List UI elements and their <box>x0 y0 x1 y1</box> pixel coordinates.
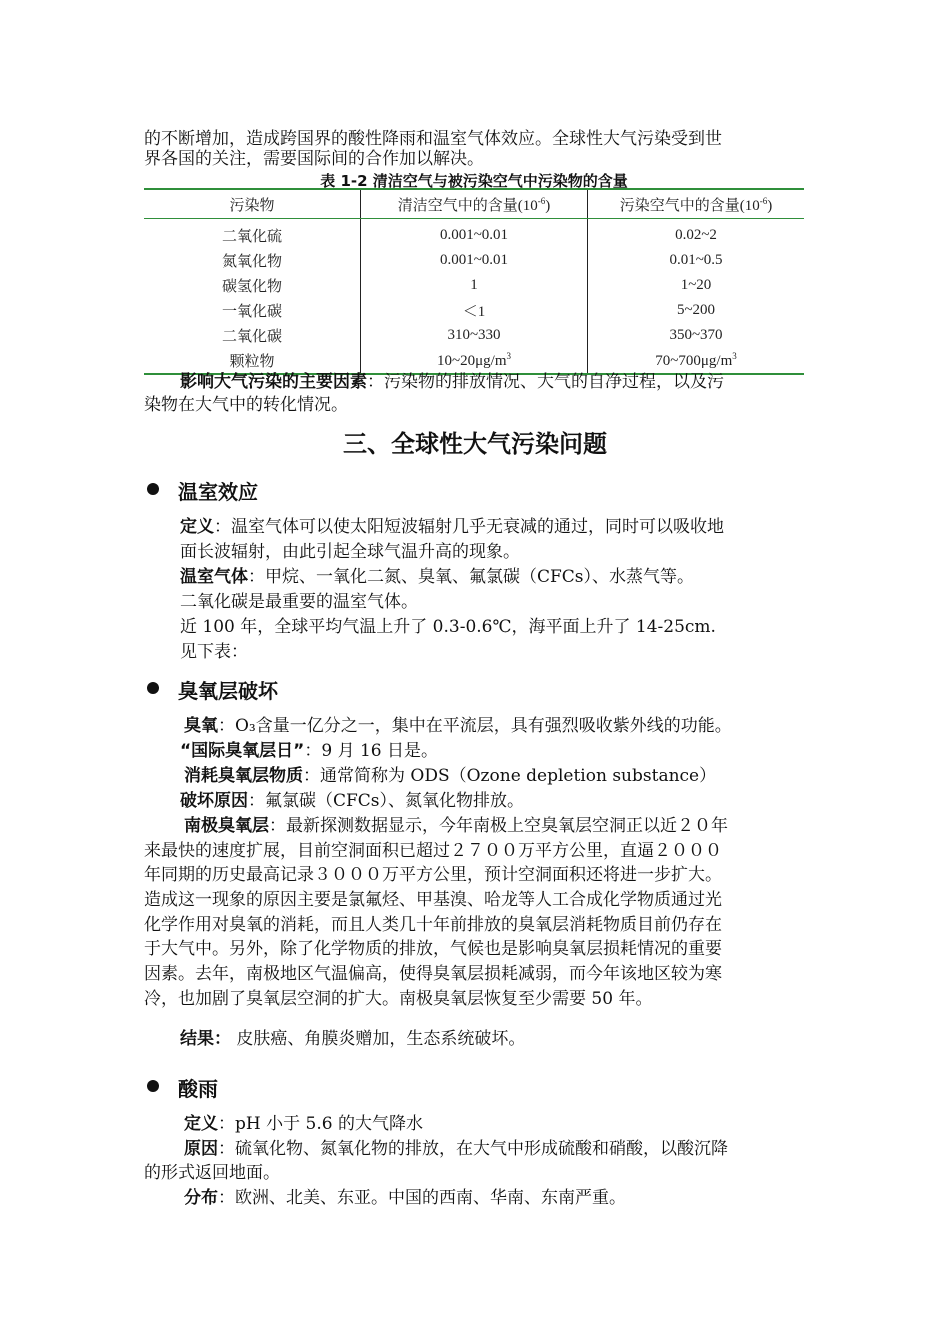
ozone-day: “国际臭氧层日”：9 月 16 日是。 <box>180 741 439 761</box>
cell-polluted: 1~20 <box>680 277 712 293</box>
intro-line-2: 界各国的关注，需要国际间的合作加以解决。 <box>144 149 484 169</box>
antarctic-line-3: 年同期的历史最高记录３０００万平方公里，预计空洞面积还将进一步扩大。 <box>144 865 722 885</box>
acid-distribution: 分布：欧洲、北美、东亚。中国的西南、华南、东南严重。 <box>184 1188 626 1208</box>
cell-clean: 1 <box>361 273 588 298</box>
cell-clean: ＜1 <box>361 298 588 323</box>
acid-cause-line-1: 原因：硫氧化物、氮氧化物的排放，在大气中形成硫酸和硝酸，以酸沉降 <box>184 1139 728 1159</box>
bullet-dot-icon <box>147 1080 159 1092</box>
cell-pollutant: 二氧化碳 <box>144 323 361 348</box>
antarctic-line-7: 因素。去年，南极地区气温偏高，使得臭氧层损耗减弱，而今年该地区较为寒 <box>144 964 722 984</box>
antarctic-line-1: 南极臭氧层：最新探测数据显示，今年南极上空臭氧层空洞正以近２０年 <box>184 816 728 836</box>
cell-polluted: 5~200 <box>676 302 716 318</box>
greenhouse-century: 近 100 年，全球平均气温上升了 0.3-0.6℃，海平面上升了 14-25cm. <box>180 617 716 637</box>
factors-line-2: 染物在大气中的转化情况。 <box>144 395 348 415</box>
acid-definition: 定义：pH 小于 5.6 的大气降水 <box>184 1114 423 1134</box>
table-caption: 表 1-2 清洁空气与被污染空气中污染物的含量 <box>320 172 628 190</box>
greenhouse-def-line-1: 定义：温室气体可以使太阳短波辐射几乎无衰减的通过，同时可以吸收地 <box>180 517 724 537</box>
table-header-row <box>144 189 804 219</box>
cell-polluted: $70\sim 700\mu g/m^3$ <box>588 348 805 374</box>
cell-clean: 0.001~0.01 <box>361 219 588 249</box>
table-row <box>144 323 804 348</box>
acid-cause-line-2: 的形式返回地面。 <box>144 1163 280 1183</box>
ozone-cause: 破坏原因：氟氯碳（CFCs）、氮氧化物排放。 <box>180 791 525 811</box>
cell-pollutant: 氮氧化物 <box>144 248 361 273</box>
intro-line-1: 的不断增加，造成跨国界的酸性降雨和温室气体效应。全球性大气污染受到世 <box>144 129 722 149</box>
ozone-heading: 臭氧层破坏 <box>178 679 278 703</box>
table-row <box>144 248 804 273</box>
bullet-dot-icon <box>147 682 159 694</box>
cell-clean: 0.001~0.01 <box>361 248 588 273</box>
header-clean-air: 清洁空气中的含量$(10^{-6})$ <box>361 189 588 219</box>
ozone-result: 结果： 皮肤癌、角膜炎赠加，生态系统破坏。 <box>180 1029 526 1049</box>
table-row <box>144 298 804 323</box>
cell-polluted: 350~370 <box>669 327 723 343</box>
cell-pollutant: 碳氢化物 <box>144 273 361 298</box>
greenhouse-see: 见下表： <box>180 642 248 662</box>
cell-pollutant: 颗粒物 <box>144 348 361 374</box>
antarctic-line-5: 化学作用对臭氧的消耗，而且人类几十年前排放的臭氧层消耗物质目前仍存在 <box>144 915 722 935</box>
cell-clean: 310~330 <box>361 323 588 348</box>
cell-clean: $10\sim 20\mu g/m^3$ <box>361 348 588 374</box>
cell-pollutant: 二氧化硫 <box>144 219 361 249</box>
greenhouse-gases: 温室气体：甲烷、一氧化二氮、臭氧、氟氯碳（CFCs）、水蒸气等。 <box>180 567 695 587</box>
factors-line-1: 影响大气污染的主要因素：污染物的排放情况、大气的自净过程，以及污 <box>180 372 724 392</box>
factors-label: 影响大气污染的主要因素 <box>180 372 367 392</box>
antarctic-line-4: 造成这一现象的原因主要是氯氟烃、甲基溴、哈龙等人工合成化学物质通过光 <box>144 890 722 910</box>
acid-heading: 酸雨 <box>178 1077 218 1101</box>
header-pollutant: 污染物 <box>144 189 361 219</box>
table-row <box>144 219 804 249</box>
cell-pollutant: 一氧化碳 <box>144 298 361 323</box>
pollutant-table <box>144 188 804 375</box>
antarctic-line-8: 冷，也加剧了臭氧层空洞的扩大。南极臭氧层恢复至少需要 50 年。 <box>144 989 653 1009</box>
table-row <box>144 273 804 298</box>
bullet-dot-icon <box>147 483 159 495</box>
cell-polluted: 0.01~0.5 <box>669 252 723 268</box>
greenhouse-def-line-2: 面长波辐射，由此引起全球气温升高的现象。 <box>180 542 520 562</box>
section-title: 三、全球性大气污染问题 <box>343 430 607 458</box>
antarctic-line-6: 于大气中。另外，除了化学物质的排放，气候也是影响臭氧层损耗情况的重要 <box>144 939 722 959</box>
antarctic-line-2: 来最快的速度扩展，目前空洞面积已超过２７００万平方公里，直逼２０００ <box>144 841 722 861</box>
ozone-ods: 消耗臭氧层物质：通常简称为 ODS（Ozone depletion substance） <box>184 766 717 786</box>
greenhouse-co2: 二氧化碳是最重要的温室气体。 <box>180 592 418 612</box>
ozone-definition: 臭氧：O₃含量一亿分之一，集中在平流层，具有强烈吸收紫外线的功能。 <box>184 716 732 736</box>
header-polluted-air: 污染空气中的含量$(10^{-6})$ <box>588 189 805 219</box>
greenhouse-heading: 温室效应 <box>178 480 258 504</box>
cell-polluted: 0.02~2 <box>675 227 717 243</box>
